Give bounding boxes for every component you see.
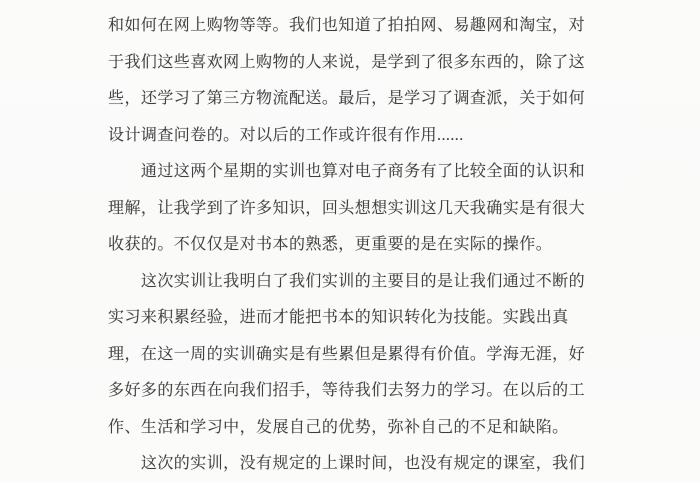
text-line: 实习来积累经验，进而才能把书本的知识转化为技能。实践出真 [108,309,569,326]
text-line: 多好多的东西在向我们招手，等待我们去努力的学习。在以后的工 [108,382,586,399]
text-line: 收获的。不仅仅是对书本的熟悉，更重要的是在实际的操作。 [108,236,553,253]
text-line: 这次的实训，没有规定的上课时间，也没有规定的课室，我们 [108,455,586,472]
text-line: 理解，让我学到了许多知识，回头想想实训这几天我确实是有很大 [108,199,586,217]
text-line: 这次实训让我明白了我们实训的主要目的是让我们通过不断的 [108,272,586,290]
text-line: 于我们这些喜欢网上购物的人来说，是学到了很多东西的，除了这 [108,53,586,71]
text-line: 作、生活和学习中，发展自己的优势，弥补自己的不足和缺陷。 [108,418,569,436]
text-line: 理，在这一周的实训确实是有些累但是累得有价值。学海无涯，好 [108,345,586,363]
text-line: 和如何在网上购物等等。我们也知道了拍拍网、易趣网和淘宝，对 [108,17,586,34]
text-line: 些，还学习了第三方物流配送。最后，是学习了调查派，关于如何 [108,90,586,107]
text-line: 设计调查问卷的。对以后的工作或许很有作用...... [108,126,464,144]
text-line: 通过这两个星期的实训也算对电子商务有了比较全面的认识和 [108,163,586,180]
document-text-block [108,8,613,483]
